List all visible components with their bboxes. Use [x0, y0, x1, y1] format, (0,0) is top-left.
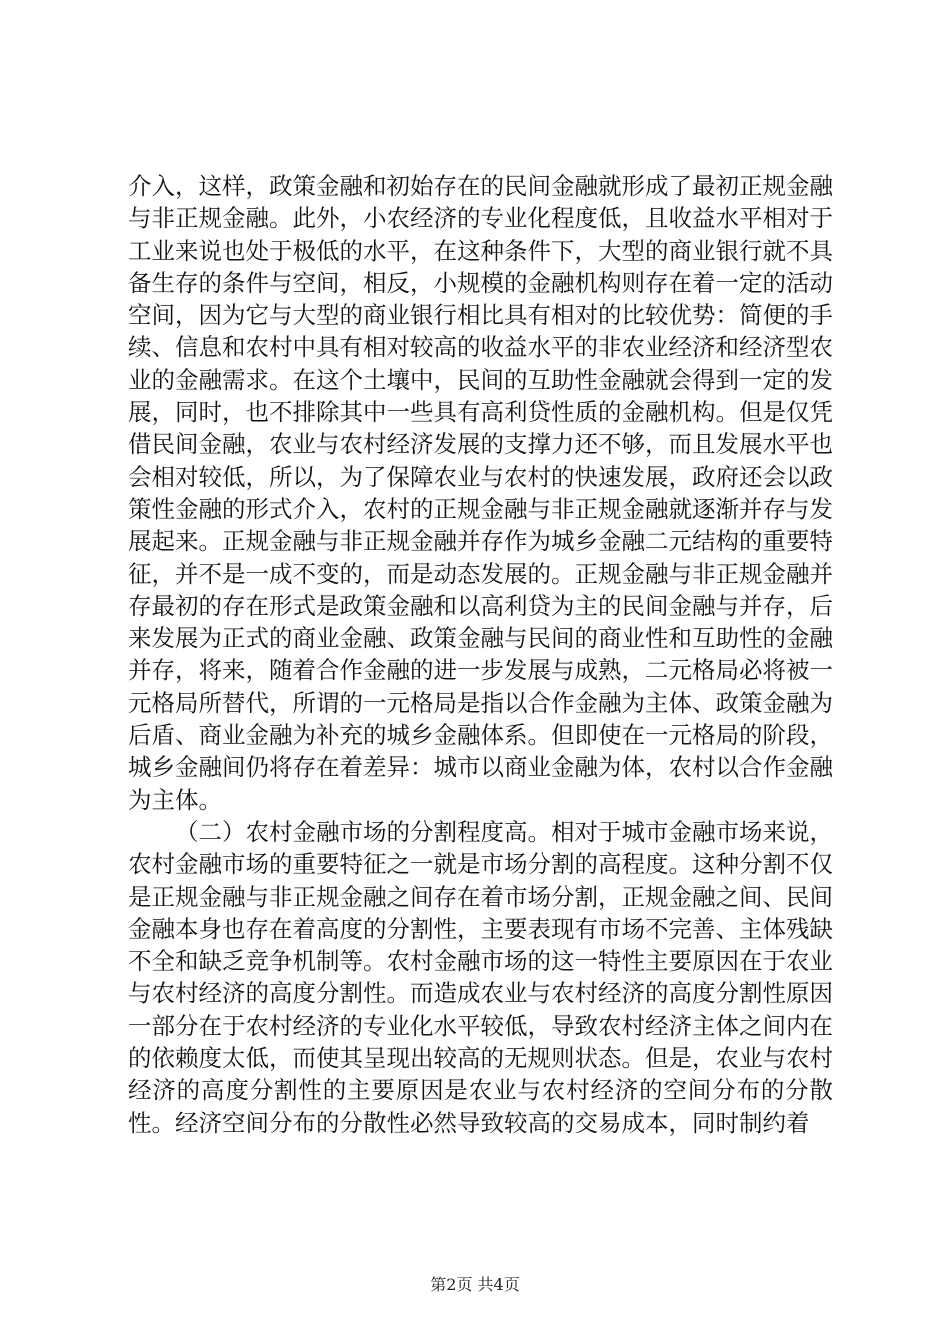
paragraph-1: 介入，这样，政策金融和初始存在的民间金融就形成了最初正规金融与非正规金融。此外，小农经济的专业化程度低，且收益水平相对于工业来说也处于极低的水平，在这种条件下，大型的商业银行就不具备生存的条件与空间，相反，小规模的金融机构则存在着一定的活动空间，因为它与大型的商业银行相比具有相对的比较优势：简便的手续、信息和农村中具有相对较高的收益水平的非农业经济和经济型农业的金融需求。在这个土壤中，民间的互助性金融就会得到一定的发展，同时，也不排除其中一些具有高利贷性质的金融机构。但是仅凭借民间金融，农业与农村经济发展的支撑力还不够，而且发展水平也会相对较低，所以，为了保障农业与农村的快速发展，政府还会以政策性金融的形式介入，农村的正规金融与非正规金融就逐渐并存与发展起来。正规金融与非正规金融并存作为城乡金融二元结构的重要特征，并不是一成不变的，而是动态发展的。正规金融与非正规金融并存最初的存在形式是政策金融和以高利贷为主的民间金融与并存，后来发展为正式的商业金融、政策金融与民间的商业性和互助性的金融并存，将来，随着合作金融的进一步发展与成熟，二元格局必将被一元格局所替代，所谓的一元格局是指以合作金融为主体、政策金融为后盾、商业金融为补充的城乡金融体系。但即使在一元格局的阶段，城乡金融间仍将存在着差异：城市以商业金融为体，农村以合作金融为主体。	[128, 172, 833, 814]
paragraph-2: （二）农村金融市场的分割程度高。相对于城市金融市场来说，农村金融市场的重要特征之一就是市场分割的高程度。这种分割不仅是正规金融与非正规金融之间存在着市场分割，正规金融之间、民间金融本身也存在着高度的分割性，主要表现有市场不完善、主体残缺不全和缺乏竞争机制等。农村金融市场的这一特性主要原因在于农业与农村经济的高度分割性。而造成农业与农村经济的高度分割性原因一部分在于农村经济的专业化水平较低，导致农村经济主体之间内在的依赖度太低，而使其呈现出较高的无规则状态。但是，农业与农村经济的高度分割性的主要原因是农业与农村经济的空间分布的分散性。经济空间分布的分散性必然导致较高的交易成本，同时制约着	[128, 817, 833, 1137]
document-body	[128, 170, 833, 1139]
page-footer: 第2页 共4页	[430, 1275, 520, 1294]
